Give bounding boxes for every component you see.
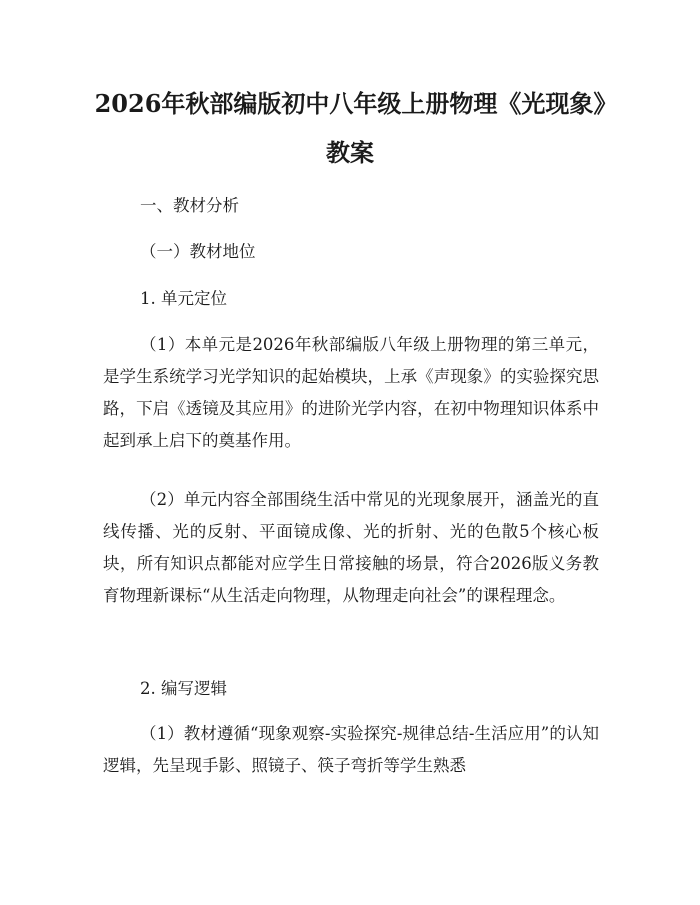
item-heading-unit-position: 1. 单元定位 xyxy=(140,289,227,308)
paragraph-1: （1）本单元是2026年秋部编版八年级上册物理的第三单元，是学生系统学习光学知识的起始模块，上承《声现象》的实验探究思路，下启《透镜及其应用》的进阶光学内容，在初中物理知识体系中起到承上启下的奠基作用。 xyxy=(103,335,599,450)
section-heading-1: 一、教材分析 xyxy=(140,196,239,215)
item-heading-writing-logic: 2. 编写逻辑 xyxy=(140,679,227,698)
paragraph-3: （1）教材遵循“现象观察-实验探究-规律总结-生活应用”的认知逻辑，先呈现手影、照镜子、筷子弯折等学生熟悉 xyxy=(103,724,599,775)
subsection-heading: （一）教材地位 xyxy=(140,242,256,261)
document-title: 2026年秋部编版初中八年级上册物理《光现象》教案 xyxy=(94,89,606,167)
paragraph-2: （2）单元内容全部围绕生活中常见的光现象展开，涵盖光的直线传播、光的反射、平面镜成像、光的折射、光的色散5个核心板块，所有知识点都能对应学生日常接触的场景，符合2026版义务教育物理新课标“从生活走向物理，从物理走向社会”的课程理念。 xyxy=(103,490,599,605)
